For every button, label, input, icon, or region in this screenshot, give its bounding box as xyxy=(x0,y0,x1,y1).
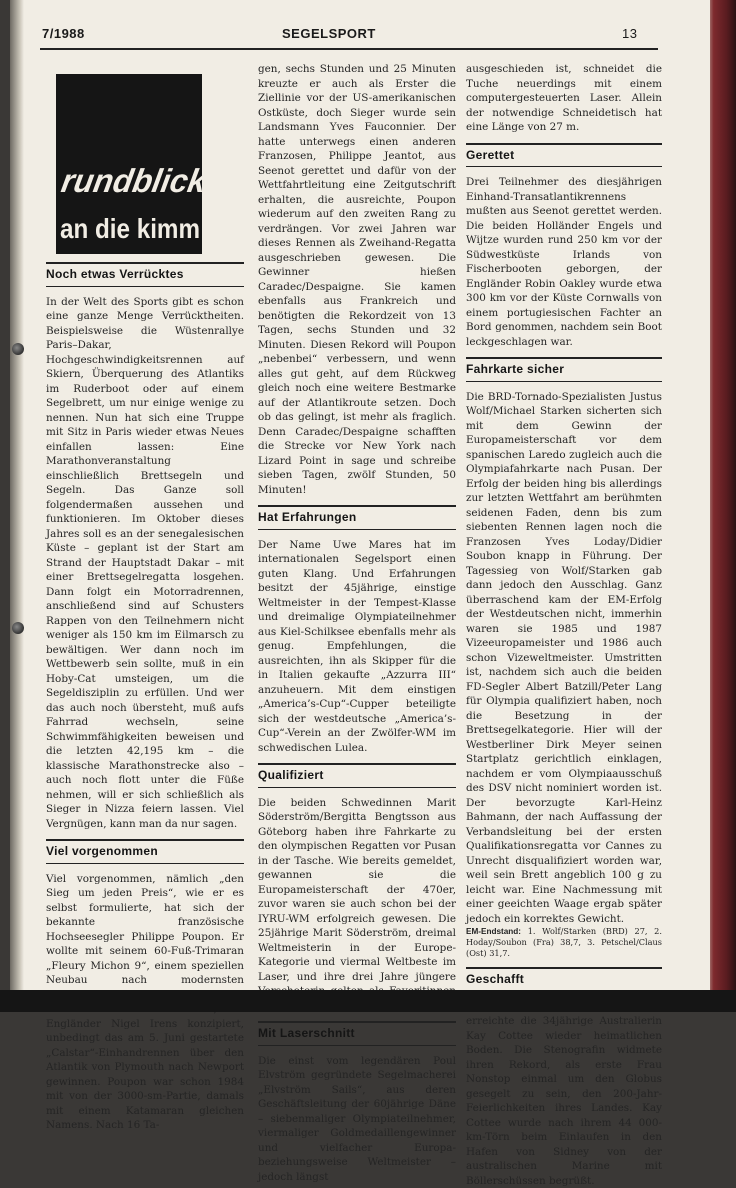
result-label: EM-Endstand: xyxy=(466,927,521,936)
result-line xyxy=(466,926,662,959)
article-text: Die beiden Schwedinnen Marit Söderström/Bergitta Bengtsson aus Göteborg haben ihre Fahrkarte zu den olympischen Regatten vor Pusan in der Tasche. Wie bereits gemeldet, gewannen sie die Europameisterschaft der 470er, zuvor waren sie auch schon bei der IYRU-WM erfolgreich gewesen. Die 25jährige Marit Söderström, dreimal Weltmeisterin in der Europe-Kategorie und viermal Weltbeste im Laser, und ihre drei Jahre jüngere xyxy=(258,796,456,1014)
heading-qualifiziert: Qualifiziert xyxy=(258,763,456,788)
scan-edge xyxy=(0,990,736,1012)
article-text: Drei Teilnehmer des diesjährigen Einhand-Transatlantikrennens mußten aus Seenot gerettet werden. Die beiden Holländer Engels und Wijtze wurden rund 250 km vor der Südwestküste Irlands von Fischerbooten geborgen, der Engländer Robin Oakley wurde etwa 300 km vor der Küste Cornwalls von einem portugiesischen Fachter an Bord genommen, nachdem sein Boot leckgeschlagen war. xyxy=(466,175,662,349)
article-text: erreichte die 34jährige Australierin Kay Cottee wieder heimatlichen Boden. Die Stenografin widmete ihren Rekord, als erste Frau Nonstop einmal um den Globus gesegelt zu sein, den 200-Jahr-Feierlichkeiten ihres Landes. Kay Cottee wurde nach ihrem 44 000-km-Törn beim Einlaufen in den Hafen von Sidney von der australischen Marine mit Böllerschüssen begrüßt. xyxy=(466,1000,662,1188)
heading-viel-vorgenommen: Viel vorgenommen xyxy=(46,839,244,864)
article-text: Die BRD-Tornado-Spezialisten Justus Wolf/Michael Starken sicherten sich mit dem Gewinn der Europameisterschaft vor dem spanischen Laredo zugleich auch die Olympiafahrkarte nach Pusan. Der Erfolg der beiden hing bis allerdings zur letzten Wettfahrt am berühmten seidenen Faden, denn bis zum siebenten Rennen lagen noch die Franzosen Yves Loday/Didier Soubon knapp in Führung. Der Tagessieg von Wolf/Starken gab dann jedoch den Ausschlag. Ganz überraschend kam der EM-Erfolg der Westdeutschen nicht, immerhin waren sie 1985 und 1987 Vizeeuropameister und 1986 auch schon Vizeweltmeister. Umstritten ist, nachdem sich auch die beiden FD-Segler Albert Batzill/Peter Lang für Olympia qualifiziert haben, noch die Besetzung in der Brettsegelkategorie. Hier will der Westberliner Dirk Meyer seinen Startplatz gerichtlich einklagen, nachdem er vom Olympiaausschuß des DSV nicht nominiert worden ist. Der bevorzugte Karl-Heinz Bahmann, der nach Auffassung der Verbandsleitung bei der ersten Qualifikationsregatta vor Cannes zu Unrecht disqualifiziert worden war, weil sein Brett angeblich 100 g zu leicht war. Eine Nachmessung mit einer geeichten Waage ergab später jedoch ein korrektes Gewicht. xyxy=(466,390,662,927)
article-text: Viel vorgenommen, nämlich „den Sieg um jeden Preis“, wie er es selbst formulierte, hat sich der bekannte französische Hochseesegler Philippe Poupon. Er wollte mit seinem 60-Fuß-Trimaran „Fleury Michon 9“, einem speziellen Neubau nach modernsten Engländer Nigel Irens konzipiert, unbedingt das am 5. Juni gestartete „Calstar“-Einhandrennen über den Atlantik von Plymouth nach Newport gewinnen. Poupon war schon 1984 mit von der 3000-sm-Partie, damals mit einem Katamaran gleichen Namens. Nach 16 Ta- xyxy=(46,872,244,1133)
column-logo xyxy=(56,74,202,254)
page-number: 13 xyxy=(622,26,637,41)
result-text: 1. Wolf/Starken (BRD) 27, 2. Hoday/Soubon (Fra) 38,7, 3. Petschel/Claus (Ost) 31,7. xyxy=(466,926,662,958)
heading-noch-etwas-verruecktes: Noch etwas Verrücktes xyxy=(46,262,244,287)
header-rule xyxy=(40,48,658,50)
heading-hat-erfahrungen: Hat Erfahrungen xyxy=(258,505,456,530)
heading-gerettet: Gerettet xyxy=(466,143,662,168)
issue-number: 7/1988 xyxy=(42,26,85,41)
article-text: Die einst vom legendären Poul Elvström gegründete Segelmacherei „Elvström Sails“, aus deren Geschäftsleitung der 60jährige Däne – siebenmaliger Olympiateilnehmer, viermaliger Goldmedaillengewinner und vielfacher Europa- beziehungsweise Weltmeister – jedoch längst xyxy=(258,1054,456,1185)
column-3 xyxy=(466,62,662,1188)
heading-fahrkarte-sicher: Fahrkarte sicher xyxy=(466,357,662,382)
article-text: In der Welt des Sports gibt es schon eine ganze Menge Verrücktheiten. Beispielsweise die Wüstenrallye Paris–Dakar, Hochgeschwindigkeitsrennen auf Skiern, Überquerung des Atlantiks im Ruderboot oder auf einem Segelbrett, um nur einige wenige zu nennen. Nun hat sich eine Truppe mit Sitz in Paris wieder etwas Neues einfallen lassen: Eine Marathonveranstaltung einschließlich Brettsegeln und Segeln. Das Ganze soll folgendermaßen aussehen und funktionieren. Im Oktober dieses Jahres soll es an der senegalesischen Küste – geplant ist der Start am Strand der Hauptstadt Dakar – mit einer Brettsegelregatta losgehen. Dann folgt ein Motorradrennen, anschließend sind auf Schusters Rappen von den Teilnehmern nicht weniger als 150 km im Eilmarsch zu bewältigen. Wer dann noch im Wettbewerb sein sollte, muß in ein Hoby-Cat umsteigen, um die Segeldisziplin zu erfüllen. Und wer das auch noch übersteht, muß aufs Fahrrad wechseln, seine Schwimmfähigkeiten beweisen und die letzten 42,195 km – die klassische Marathonstrecke also – auch noch flott unter die Füße nehmen, will er sich schließlich als Sieger in Nizza feiern lassen. Viel Vergnügen, kann man da nur sagen. xyxy=(46,295,244,832)
binder-hole-icon xyxy=(12,622,24,634)
magazine-title: SEGELSPORT xyxy=(282,26,376,41)
heading-mit-laserschnitt: Mit Laserschnitt xyxy=(258,1021,456,1046)
column-2 xyxy=(258,62,456,1184)
logo-line-2: an die kimm xyxy=(60,213,200,244)
magazine-page xyxy=(10,0,710,990)
binder-hole-icon xyxy=(12,343,24,355)
page-gutter xyxy=(10,0,24,990)
article-text: Der Name Uwe Mares hat im internationalen Segelsport einen guten Klang. Und Erfahrungen besitzt der 45jährige, einstige Weltmeister in der Tempest-Klasse und dreimalige Olympiateilnehmer aus Kiel-Schilksee ebenfalls mehr als genug. Empfehlungen, die ausreichten, ihn als Skipper für die in Italien gekaufte „Azzurra III“ anzuheuern. Mit dem einstigen „America’s-Cup“-Cupper beteiligte sich der westdeutsche „America’s-Cup“-Verein an der Zwölfer-WM im schwedischen Lulea. xyxy=(258,538,456,756)
logo-line-1: rundblick xyxy=(59,163,211,200)
article-text: gen, sechs Stunden und 25 Minuten kreuzte er auch als Erster die Ziellinie vor der US-amerikanischen Ostküste, doch Sieger wurde sein Landsmann Yves Fauconnier. Der hatte unterwegs einen anderen Franzosen, Philippe Jeantot, aus Seenot gerettet und dafür von der Wettfahrtleitung eine Zeitgutschrift erhalten, die ausreichte, Poupon wiederum auf den zweiten Rang zu verdrängen. Vor zwei Jahren war dieses Rennen als Zweihand-Regatta ausgeschrieben gewesen. Die Gewinner hießen Caradec/Despaigne. Sie kamen ebenfalls aus Frankreich und benötigten die Rekordzeit von 13 Tagen, sechs Stunden und 32 Minuten. Diesen Rekord will Poupon „nebenbei“ verbessern, und wenn alles gut geht, auf dem Rückweg gleich noch eine weitere Bestmarke auf der Atlantikroute setzen. Doch ob das gelingt, ist mehr als fraglich. Denn Caradec/Despaigne schafften die Strecke vor New York nach Lizard Point in sage und schreibe sieben Tagen, zwölf Stunden, 50 Minuten! xyxy=(258,62,456,497)
article-text: ausgeschieden ist, schneidet die Tuche neuerdings mit einem computergesteuerten Laser. Allein der notwendige Schneidetisch hat eine Länge von 27 m. xyxy=(466,62,662,135)
heading-geschafft: Geschafft xyxy=(466,967,662,992)
